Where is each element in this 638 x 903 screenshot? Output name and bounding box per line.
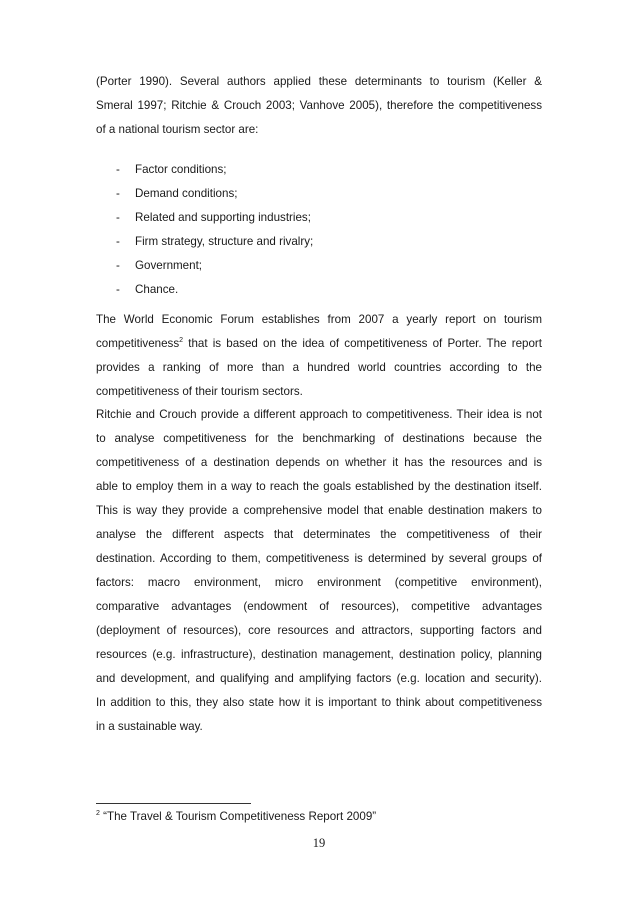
text-line: The World Economic Forum establishes from 2007 a yearly report on tourism (96, 313, 542, 326)
text-segment: that is based on the idea of competitiveness of Porter. The report (183, 337, 542, 350)
text-line: Ritchie and Crouch provide a different approach to competitiveness. Their idea is not (96, 408, 542, 421)
text-line: in a sustainable way. (96, 720, 203, 733)
list-dash: - (116, 235, 120, 248)
footnote-text: “The Travel & Tourism Competitiveness Report 2009” (99, 810, 377, 823)
list-item-text: Demand conditions; (135, 187, 238, 200)
text-line: resources (e.g. infrastructure), destination management, destination policy, planning (96, 648, 542, 661)
list-dash: - (116, 283, 120, 296)
text-line (96, 332, 542, 356)
text-line: This is way they provide a comprehensive model that enable destination makers to (96, 504, 542, 517)
footnote (96, 810, 376, 823)
paragraph-porter-determinants (96, 70, 542, 142)
list-dash: - (116, 163, 120, 176)
text-line: In addition to this, they also state how it is important to think about competitiveness (96, 696, 542, 709)
list-dash: - (116, 187, 120, 200)
text-line: and development, and qualifying and amplifying factors (e.g. location and security). (96, 672, 542, 685)
list-item-text: Factor conditions; (135, 163, 227, 176)
text-line: factors: macro environment, micro environment (competitive environment), (96, 576, 542, 589)
text-line: (Porter 1990). Several authors applied these determinants to tourism (Keller & (96, 75, 542, 88)
text-line: competitiveness of their tourism sectors. (96, 385, 303, 398)
list-item-text: Firm strategy, structure and rivalry; (135, 235, 314, 248)
text-line: to analyse competitiveness for the benchmarking of destinations because the (96, 432, 542, 445)
list-dash: - (116, 211, 120, 224)
list-item-text: Government; (135, 259, 203, 272)
paragraph-ritchie-crouch (96, 403, 542, 739)
footnote-marker: 2 (96, 810, 100, 818)
text-line: Smeral 1997; Ritchie & Crouch 2003; Vanhove 2005), therefore the competitiveness (96, 99, 542, 112)
text-line: destination. According to them, competitiveness is determined by several groups of (96, 552, 542, 565)
text-line: comparative advantages (endowment of resources), competitive advantages (96, 600, 542, 613)
page-number: 19 (312, 836, 326, 850)
footnote-reference: 2 (179, 337, 184, 345)
text-line: competitiveness of a destination depends on whether it has the resources and is (96, 456, 542, 469)
text-line: analyse the different aspects that determinates the competitiveness of their (96, 528, 542, 541)
text-segment (96, 332, 542, 356)
list-item-text: Chance. (135, 283, 179, 296)
text-line: of a national tourism sector are: (96, 123, 259, 136)
footnote-separator (96, 803, 251, 804)
text-line: (deployment of resources), core resources and attractors, supporting factors and (96, 624, 542, 637)
text-line: able to employ them in a way to reach the goals established by the destination itself. (96, 480, 542, 493)
list-item-text: Related and supporting industries; (135, 211, 311, 224)
text-segment: competitiveness (96, 337, 180, 350)
text-line: provides a ranking of more than a hundred world countries according to the (96, 361, 542, 374)
paragraph-world-economic-forum (96, 308, 542, 404)
list-dash: - (116, 259, 120, 272)
